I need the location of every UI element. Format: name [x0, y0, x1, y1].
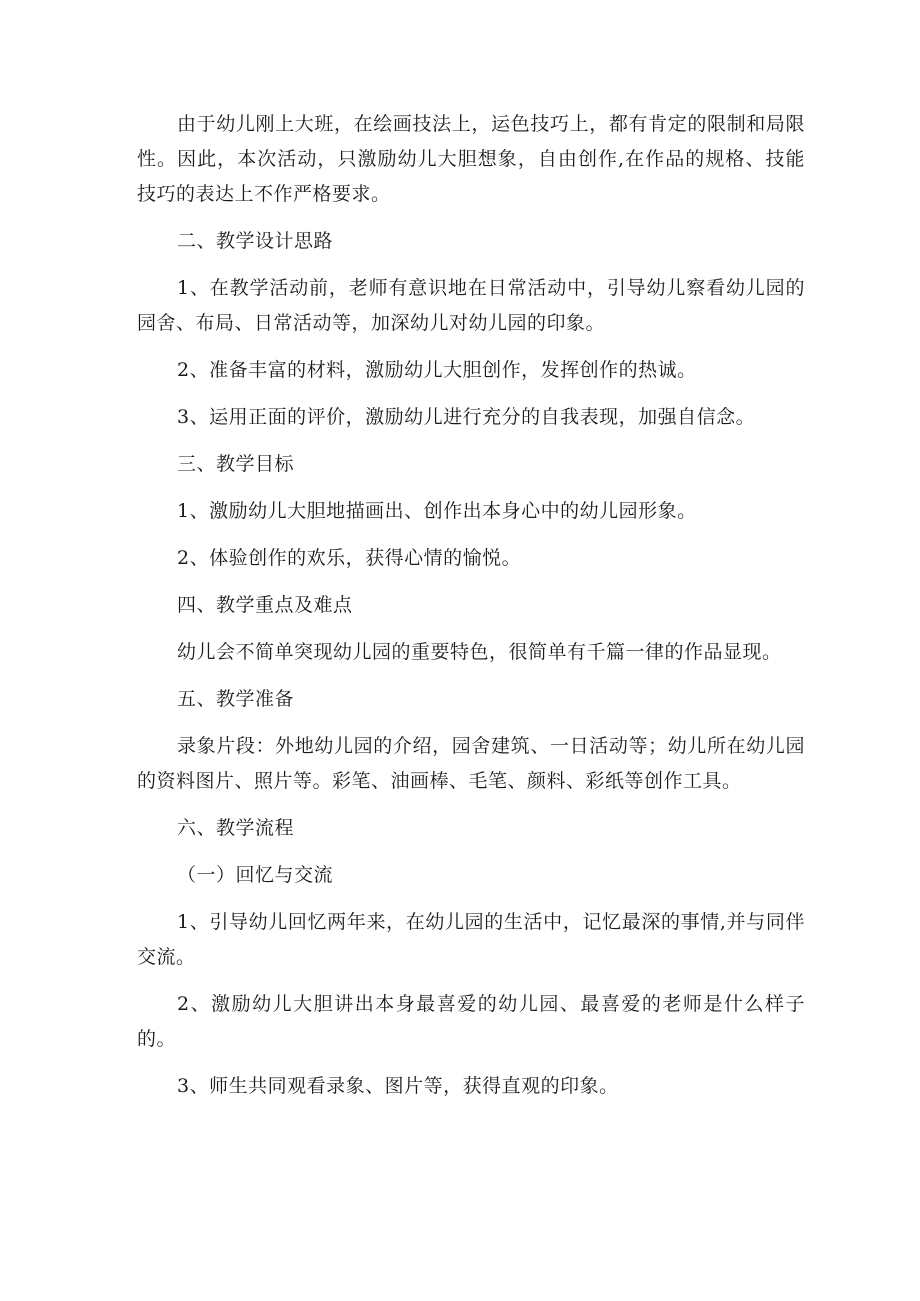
paragraph-process-2: 2、激励幼儿大胆讲出本身最喜爱的幼儿园、最喜爱的老师是什么样子的。 [137, 993, 805, 1050]
paragraph-intro: 由于幼儿刚上大班，在绘画技法上，运色技巧上，都有肯定的限制和局限性。因此，本次活动，只激励幼儿大胆想象，自由创作,在作品的规格、技能技巧的表达上不作严格要求。 [137, 113, 805, 205]
paragraph-goal-1: 1、激励幼儿大胆地描画出、创作出本身心中的幼儿园形象。 [177, 500, 697, 522]
heading-design-ideas: 二、教学设计思路 [177, 230, 334, 252]
heading-process: 六、教学流程 [177, 817, 295, 839]
paragraph-key-points: 幼儿会不简单突现幼儿园的重要特色，很简单有千篇一律的作品显现。 [177, 641, 782, 663]
paragraph-design-3: 3、运用正面的评价，激励幼儿进行充分的自我表现，加强自信念。 [177, 406, 756, 428]
heading-goals: 三、教学目标 [177, 453, 295, 475]
paragraph-preparation: 录象片段：外地幼儿园的介绍，园舍建筑、一日活动等；幼儿所在幼儿园的资料图片、照片等。彩笔、油画棒、毛笔、颜料、彩纸等创作工具。 [137, 735, 805, 792]
document-body [137, 107, 805, 1104]
heading-preparation: 五、教学准备 [177, 688, 295, 710]
subheading-recall: （一）回忆与交流 [177, 864, 334, 886]
paragraph-design-2: 2、准备丰富的材料，激励幼儿大胆创作，发挥创作的热诚。 [177, 359, 697, 381]
paragraph-goal-2: 2、体验创作的欢乐，获得心情的愉悦。 [177, 547, 522, 569]
paragraph-design-1: 1、在教学活动前，老师有意识地在日常活动中，引导幼儿察看幼儿园的园舍、布局、日常活动等，加深幼儿对幼儿园的印象。 [137, 277, 805, 334]
paragraph-process-3: 3、师生共同观看录象、图片等，获得直观的印象。 [177, 1075, 619, 1097]
heading-key-points: 四、教学重点及难点 [177, 594, 353, 616]
paragraph-process-1: 1、引导幼儿回忆两年来，在幼儿园的生活中，记忆最深的事情,并与同伴交流。 [137, 911, 805, 968]
